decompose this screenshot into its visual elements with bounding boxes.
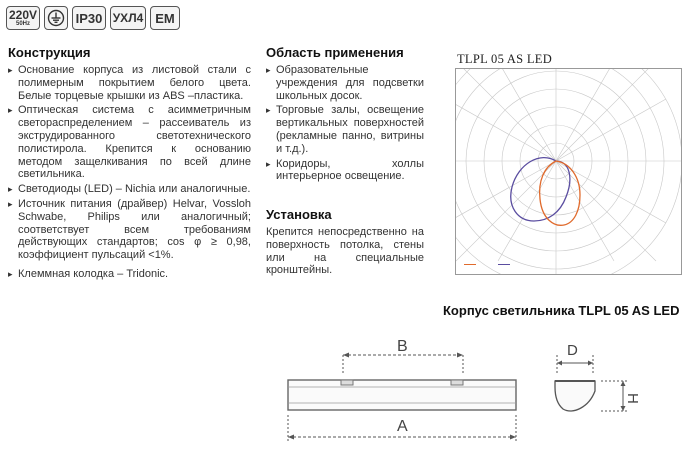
- application-item: ▸ Образовательные учреждения для подсветки школьных досок.: [266, 64, 424, 102]
- dimension-label-d: D: [567, 342, 578, 359]
- application-item: ▸ Торговые залы, освещение вертикальных поверхностей (рекламные панно, витрины и т.д.).: [266, 104, 424, 155]
- construction-item: ▸ Клеммная колодка – Tridonic.: [8, 268, 251, 281]
- diagram-title: TLPL 05 AS LED: [457, 52, 553, 66]
- dimension-label-b: B: [397, 338, 408, 355]
- housing-title: Корпус светильника TLPL 05 AS LED: [443, 303, 680, 318]
- climate-badge: УХЛ4: [110, 6, 146, 30]
- construction-item: ▸ Источник питания (драйвер) Helvar, Vossloh Schwabe, Philips или аналогичный; соответствует всем требованиям действующих стандартов; cos φ ≥ 0,98, коэффициент пульсаций <1%.: [8, 198, 251, 262]
- application-list: [266, 64, 424, 183]
- construction-item: ▸ Оптическая система с асимметричным светораспределением – рассеиватель из экструдированного светотехнического полистирола. Крепится к основанию методом защелкивания по всей длине светильника.: [8, 104, 251, 181]
- construction-item: ▸ Светодиоды (LED) – Nichia или аналогичные.: [8, 183, 251, 196]
- curve-c0: [540, 161, 580, 225]
- dimension-label-h: H: [624, 393, 641, 404]
- construction-heading: Конструкция: [8, 45, 91, 60]
- application-section: [266, 45, 424, 185]
- housing-dimension-drawing: [283, 325, 673, 453]
- polar-diagram: [455, 68, 682, 275]
- application-heading: Область применения: [266, 45, 404, 60]
- construction-list: [8, 64, 251, 281]
- protective-earth-icon: [47, 9, 65, 27]
- voltage-main: 220V: [8, 8, 38, 22]
- emergency-badge: EM: [150, 6, 180, 30]
- application-item: ▸ Коридоры, холлы интерьерное освещение.: [266, 158, 424, 184]
- certification-badges: [6, 6, 180, 32]
- installation-heading: Установка: [266, 207, 332, 222]
- voltage-sub: 50Hz: [15, 21, 30, 27]
- voltage-badge: [6, 6, 40, 30]
- construction-item: ▸ Основание корпуса из листовой стали с полимерным покрытием белого цвета. Белые торцевые крышки из ABS –пластика.: [8, 64, 251, 102]
- installation-section: [266, 207, 424, 277]
- ground-badge: [44, 6, 68, 30]
- polar-diagram-graphic: [456, 69, 681, 274]
- installation-text: Крепится непосредственно на поверхность потолка, стены или на специальные кронштейны.: [266, 226, 424, 277]
- dimension-label-a: A: [397, 418, 408, 435]
- ip-badge: IP30: [72, 6, 106, 30]
- construction-section: [8, 45, 251, 283]
